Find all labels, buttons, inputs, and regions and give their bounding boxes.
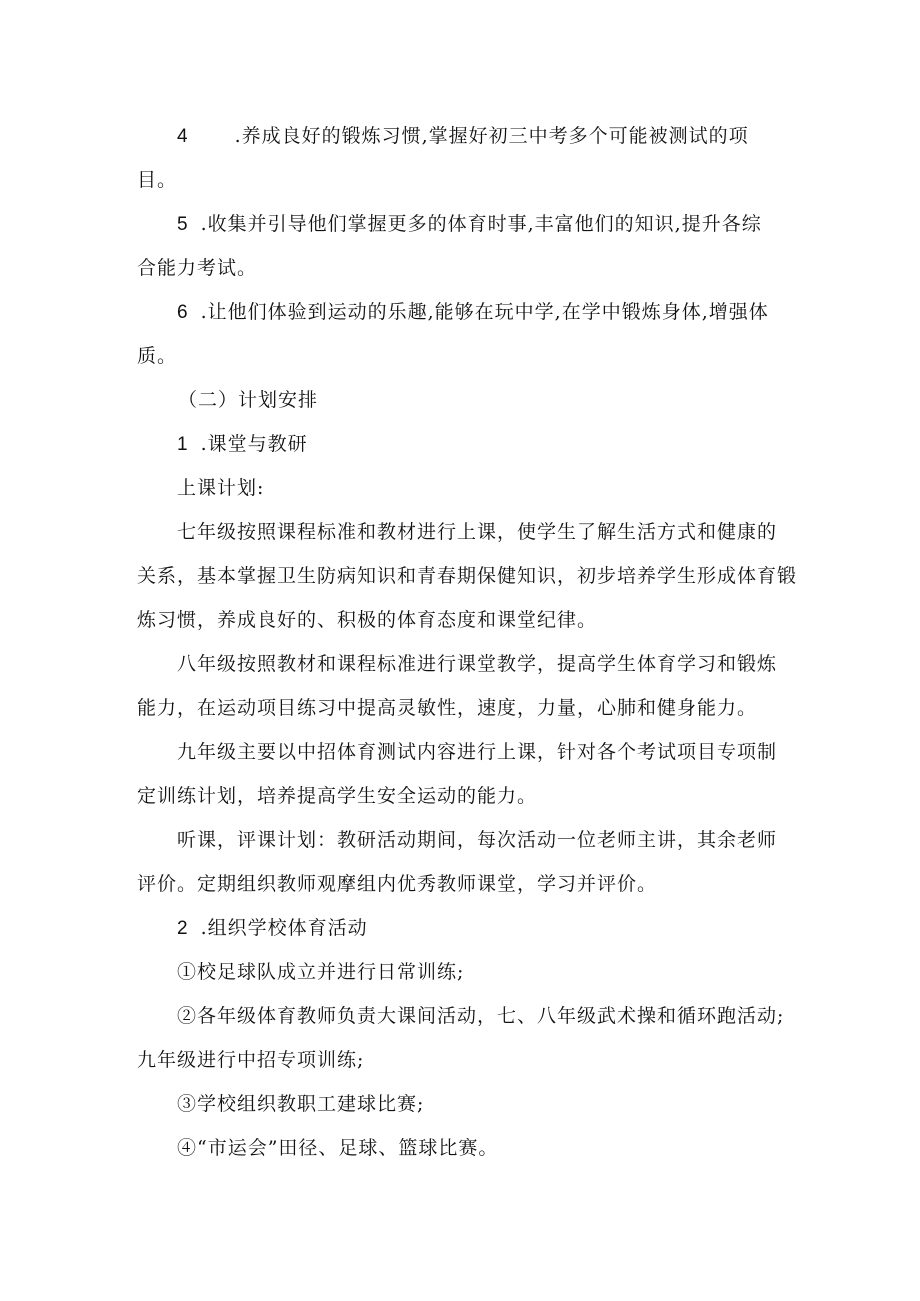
grade9-line1: 九年级主要以中招体育测试内容进行上课，针对各个考试项目专项制 bbox=[177, 741, 778, 763]
subheading-2-text: 组织学校体育活动 bbox=[207, 917, 368, 939]
item-5-line2: 合能力考试。 bbox=[137, 257, 258, 279]
item-6-sep: . bbox=[200, 301, 208, 323]
activity-3: ③学校组织教职工建球比赛; bbox=[177, 1093, 425, 1115]
subheading-2-number: 2 bbox=[177, 918, 189, 939]
item-6-number: 6 bbox=[177, 302, 189, 323]
item-6-line2: 质。 bbox=[137, 345, 178, 367]
listen-plan-line2: 评价。定期组织教师观摩组内优秀教师课堂，学习并评价。 bbox=[137, 873, 658, 895]
subheading-1-sep: . bbox=[200, 433, 208, 455]
item-5-sep: . bbox=[200, 213, 208, 235]
item-4-sep: . bbox=[234, 125, 242, 147]
listen-plan-line1: 听课，评课计划：教研活动期间，每次活动一位老师主讲，其余老师 bbox=[177, 829, 778, 851]
activity-2-line2: 九年级进行中招专项训练; bbox=[137, 1049, 365, 1071]
item-5-number: 5 bbox=[177, 214, 189, 235]
item-4-line2: 目。 bbox=[137, 169, 178, 191]
subheading-2 bbox=[177, 916, 368, 941]
grade7-line1: 七年级按照课程标准和教材进行上课，使学生了解生活方式和健康的 bbox=[177, 521, 778, 543]
subheading-2-sep: . bbox=[200, 917, 208, 939]
activity-4: ④“市运会”田径、足球、篮球比赛。 bbox=[177, 1137, 499, 1159]
grade8-line1: 八年级按照教材和课程标准进行课堂教学，提高学生体育学习和锻炼 bbox=[177, 653, 778, 675]
grade9-line2: 定训练计划，培养提高学生安全运动的能力。 bbox=[137, 785, 538, 807]
grade8-line2: 能力，在运动项目练习中提高灵敏性，速度，力量，心肺和健身能力。 bbox=[137, 697, 758, 719]
item-5-text: 收集并引导他们掌握更多的体育时事,丰富他们的知识,提升各综 bbox=[207, 213, 762, 235]
grade7-line3: 炼习惯，养成良好的、积极的体育态度和课堂纪律。 bbox=[137, 609, 598, 631]
section-heading: （二）计划安排 bbox=[178, 389, 319, 411]
grade7-line2: 关系，基本掌握卫生防病知识和青春期保健知识，初步培养学生形成体育锻 bbox=[137, 565, 798, 587]
item-6-text: 让他们体验到运动的乐趣,能够在玩中学,在学中锻炼身体,增强体 bbox=[207, 301, 769, 323]
item-5-line1 bbox=[177, 212, 762, 237]
item-4-text: 养成良好的锻炼习惯,掌握好初三中考多个可能被测试的项 bbox=[241, 125, 749, 147]
subheading-1 bbox=[177, 432, 308, 457]
activity-1: ①校足球队成立并进行日常训练; bbox=[177, 961, 465, 983]
item-4-line1 bbox=[177, 124, 749, 149]
item-6-line1 bbox=[177, 300, 769, 325]
item-4-number: 4 bbox=[177, 126, 189, 147]
activity-2-line1: ②各年级体育教师负责大课间活动，七、八年级武术操和循环跑活动; bbox=[177, 1005, 785, 1027]
subheading-1-text: 课堂与教研 bbox=[207, 433, 308, 455]
class-plan-label: 上课计划: bbox=[177, 477, 265, 499]
subheading-1-number: 1 bbox=[177, 434, 189, 455]
